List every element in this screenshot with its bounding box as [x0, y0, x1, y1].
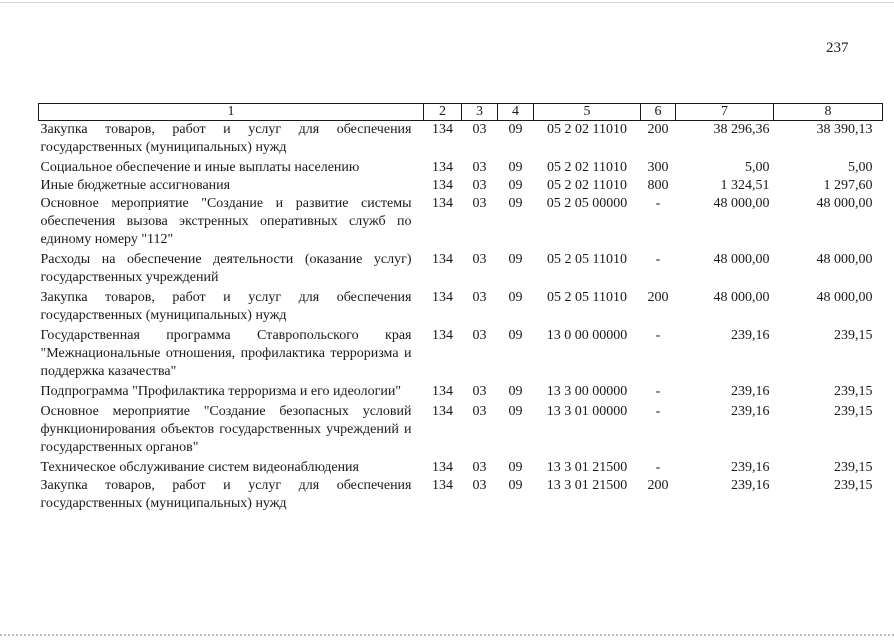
cell-c4: 09: [508, 384, 523, 399]
cell-c7: 239,16: [731, 404, 770, 419]
cell-c2: 134: [432, 328, 453, 343]
budget-table: [38, 103, 883, 513]
cell-c3: 03: [472, 196, 487, 211]
cell-c6: -: [655, 328, 661, 343]
table-row: [39, 159, 883, 177]
cell-c8: 48 000,00: [816, 290, 873, 305]
cell-c3: 03: [472, 122, 487, 137]
cell-c7: 48 000,00: [713, 290, 770, 305]
header-col-1: 1: [39, 104, 424, 121]
cell-c5: 05 2 05 00000: [546, 196, 628, 211]
cell-name: Государственная программа Ставропольского края "Межнациональные отношения, профилактика терроризма и поддержка казачества": [40, 328, 412, 379]
cell-c2: 134: [432, 404, 453, 419]
table-row: [39, 195, 883, 251]
header-col-6: 6: [641, 104, 676, 121]
cell-c5: 13 3 01 21500: [546, 478, 628, 493]
scan-edge-top: [0, 2, 894, 3]
table-row: [39, 383, 883, 403]
cell-c5: 13 3 01 21500: [546, 460, 628, 475]
cell-c5: 05 2 02 11010: [547, 178, 627, 193]
cell-c4: 09: [508, 122, 523, 137]
cell-c5: 05 2 02 11010: [547, 160, 627, 175]
cell-c8: 1 297,60: [823, 178, 873, 193]
header-col-2: 2: [424, 104, 462, 121]
cell-c7: 239,16: [731, 460, 770, 475]
cell-c4: 09: [508, 160, 523, 175]
cell-c7: 5,00: [745, 160, 770, 175]
cell-c8: 38 390,13: [816, 122, 873, 137]
table-row: [39, 289, 883, 327]
cell-c5: 13 3 00 00000: [546, 384, 628, 399]
cell-c3: 03: [472, 384, 487, 399]
cell-c5: 13 3 01 00000: [546, 404, 628, 419]
cell-c4: 09: [508, 328, 523, 343]
table-body: [39, 121, 883, 514]
cell-c5: 05 2 05 11010: [547, 252, 627, 267]
cell-c6: -: [655, 196, 661, 211]
table-row: [39, 403, 883, 459]
cell-c4: 09: [508, 196, 523, 211]
cell-name: Иные бюджетные ассигнования: [40, 178, 231, 193]
cell-c6: 800: [647, 178, 669, 193]
cell-c3: 03: [472, 460, 487, 475]
cell-name: Основное мероприятие "Создание безопасных условий функционирования объектов государственных учреждений и государственных органов": [40, 404, 412, 455]
cell-c6: 200: [647, 290, 669, 305]
cell-c3: 03: [472, 478, 487, 493]
table-row: [39, 477, 883, 513]
cell-c2: 134: [432, 478, 453, 493]
header-col-8: 8: [774, 104, 883, 121]
cell-c6: -: [655, 252, 661, 267]
cell-c4: 09: [508, 290, 523, 305]
cell-name: Закупка товаров, работ и услуг для обеспечения государственных (муниципальных) нужд: [40, 122, 412, 155]
cell-c3: 03: [472, 178, 487, 193]
cell-c3: 03: [472, 252, 487, 267]
cell-c3: 03: [472, 328, 487, 343]
cell-c8: 239,15: [834, 478, 873, 493]
cell-c8: 239,15: [834, 460, 873, 475]
cell-c3: 03: [472, 160, 487, 175]
cell-c7: 239,16: [731, 384, 770, 399]
table-row: [39, 327, 883, 383]
cell-c5: 13 0 00 00000: [546, 328, 628, 343]
cell-c7: 239,16: [731, 328, 770, 343]
cell-c2: 134: [432, 122, 453, 137]
header-col-4: 4: [498, 104, 534, 121]
cell-c7: 48 000,00: [713, 252, 770, 267]
cell-c4: 09: [508, 178, 523, 193]
cell-c8: 48 000,00: [816, 252, 873, 267]
cell-c6: -: [655, 460, 661, 475]
cell-c2: 134: [432, 460, 453, 475]
table-row: [39, 177, 883, 195]
header-col-5: 5: [534, 104, 641, 121]
cell-name: Расходы на обеспечение деятельности (оказание услуг) государственных учреждений: [40, 252, 412, 285]
table-row: [39, 121, 883, 160]
cell-name: Подпрограмма "Профилактика терроризма и его идеологии": [40, 384, 402, 399]
cell-c2: 134: [432, 160, 453, 175]
cell-c4: 09: [508, 252, 523, 267]
cell-c6: 200: [647, 478, 669, 493]
cell-name: Основное мероприятие "Создание и развитие системы обеспечения вызова экстренных оперативных служб по единому номеру "112": [40, 196, 412, 247]
header-row: [39, 104, 883, 121]
cell-name: Закупка товаров, работ и услуг для обеспечения государственных (муниципальных) нужд: [40, 290, 412, 323]
cell-name: Социальное обеспечение и иные выплаты населению: [40, 160, 360, 175]
cell-c3: 03: [472, 404, 487, 419]
header-col-7: 7: [676, 104, 774, 121]
table-row: [39, 459, 883, 477]
cell-c4: 09: [508, 404, 523, 419]
cell-c8: 5,00: [848, 160, 873, 175]
scan-edge-bottom: [0, 634, 894, 636]
cell-c7: 239,16: [731, 478, 770, 493]
cell-c7: 38 296,36: [713, 122, 770, 137]
cell-c6: 300: [647, 160, 669, 175]
table-header: [39, 104, 883, 121]
cell-name: Закупка товаров, работ и услуг для обеспечения государственных (муниципальных) нужд: [40, 478, 412, 511]
cell-c3: 03: [472, 290, 487, 305]
cell-c2: 134: [432, 290, 453, 305]
cell-c7: 1 324,51: [720, 178, 770, 193]
page-number: 237: [826, 40, 849, 56]
cell-c4: 09: [508, 460, 523, 475]
cell-c8: 239,15: [834, 328, 873, 343]
cell-c6: -: [655, 384, 661, 399]
header-col-3: 3: [462, 104, 498, 121]
cell-c8: 48 000,00: [816, 196, 873, 211]
cell-name: Техническое обслуживание систем видеонаблюдения: [40, 460, 359, 475]
cell-c2: 134: [432, 252, 453, 267]
cell-c5: 05 2 05 11010: [547, 290, 627, 305]
cell-c8: 239,15: [834, 404, 873, 419]
cell-c5: 05 2 02 11010: [547, 122, 627, 137]
cell-c6: -: [655, 404, 661, 419]
cell-c6: 200: [647, 122, 669, 137]
cell-c7: 48 000,00: [713, 196, 770, 211]
cell-c4: 09: [508, 478, 523, 493]
table-row: [39, 251, 883, 289]
cell-c2: 134: [432, 196, 453, 211]
cell-c2: 134: [432, 384, 453, 399]
cell-c2: 134: [432, 178, 453, 193]
cell-c8: 239,15: [834, 384, 873, 399]
